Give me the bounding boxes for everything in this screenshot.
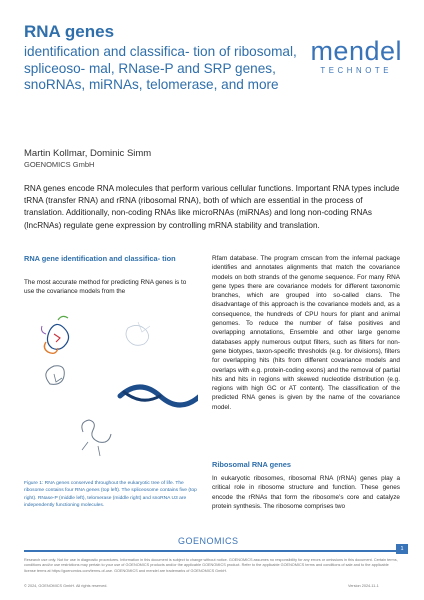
rna-structures-figure [28, 312, 198, 477]
left-column-text: The most accurate method for predicting RNA genes is to use the covariance models from the [24, 279, 187, 296]
footer-copyright: © 2024, GOENOMICS GmbH. All rights reserved. [24, 584, 108, 588]
page-number: 1 [396, 544, 408, 554]
page-title: RNA genes [24, 22, 115, 41]
abstract: RNA genes encode RNA molecules that perform various cellular functions. Important RNA types include tRNA (transfer RNA) and rRNA (ribosomal RNA), both of which are essential in the process of translation. Additionally, non-coding RNAs like microRNAs (miRNAs) and long non-coding RNAs (lncRNAs) regulate gene expression by controlling mRNA stability and translation. [24, 184, 400, 230]
figure-caption: Figure 1: RNA genes conserved throughout the eukaryotic tree of life. The ribosome contains four RNA genes (top left). The spliceosome contains five (top right). RNase-P (middle left), telomerase (middle right) and snoRNA U3 are independently functioning molecules. [24, 481, 197, 509]
footer-logo: GOENOMICS [178, 536, 239, 546]
logo-wordmark: mendel [310, 36, 402, 66]
logo-tagline: TECHNOTE [320, 66, 393, 75]
rnase-p-structure [46, 366, 64, 385]
ribosome-structure [42, 316, 69, 353]
page-subtitle: identification and classifica- tion of ribosomal, spliceoso- mal, RNase-P and SRP genes, snoRNAs, miRNAs, telomerase, and more [24, 44, 297, 93]
snorna-u3-structure [82, 420, 111, 456]
footer-disclaimer: Research use only. Not for use in diagnostic procedures. Information in this document is subject to change without notice. GOENOMICS assumes no responsibility for any errors or omissions in this document. Certain terms, conditions and/or use restrictions may pertain to your use of GOENOMICS products and/or the applicable GOENOMICS product. Refer to the applicable GOENOMICS terms and conditions of sale and to the applicable license terms at https://goenomics.com/terms-of-use. GOENOMICS and mendel are trademarks of GOENOMICS GmbH. [24, 558, 398, 573]
section-heading-identification: RNA gene identification and classifica- tion [24, 254, 176, 263]
footer-version: Version 2024-11-1 [348, 584, 379, 588]
right-column-text-2: In eukaryotic ribosomes, ribosomal RNA (rRNA) genes play a critical role in ribosome structure and function. These genes encode the rRNAs that form the ribosome's core and catalyze protein synthesis. The ribosome comprises two [212, 475, 400, 510]
section-heading-ribosomal: Ribosomal RNA genes [212, 460, 291, 469]
footer-divider [24, 550, 400, 552]
mendel-logo [310, 38, 402, 75]
right-column-text: Rfam database. The program cmscan from the infernal package identifies and annotates alignments that match the covariance models on both strands of the genome sequence. For many RNA gene types there are covariance models for different taxonomic branches, which are grouped into so-called clans. The disadvantage of this approach is the covariance models and, as a consequence, the hundreds of CPU hours for plant and animal genomes. To reduce the number of false positives and overlapping annotations, Ensemble and other large genome databases apply numerous output filters, such as filters for non-gene biotypes, taxon-specific thresholds (e.g. for divisions), filters for overlapping hits (hits from different covariance models and overlaps with e.g. protein-coding exons) and the removal of partial hits and hits in regions with skewed nucleotide distribution (e.g. regions with high GC or AT content). The classification of the predicted RNA genes is given by the name of the covariance model. [212, 255, 400, 411]
telomerase-structure [120, 387, 198, 405]
authors: Martin Kollmar, Dominic Simm [24, 148, 152, 159]
company: GOENOMICS GmbH [24, 160, 95, 169]
spliceosome-structure [126, 322, 150, 345]
